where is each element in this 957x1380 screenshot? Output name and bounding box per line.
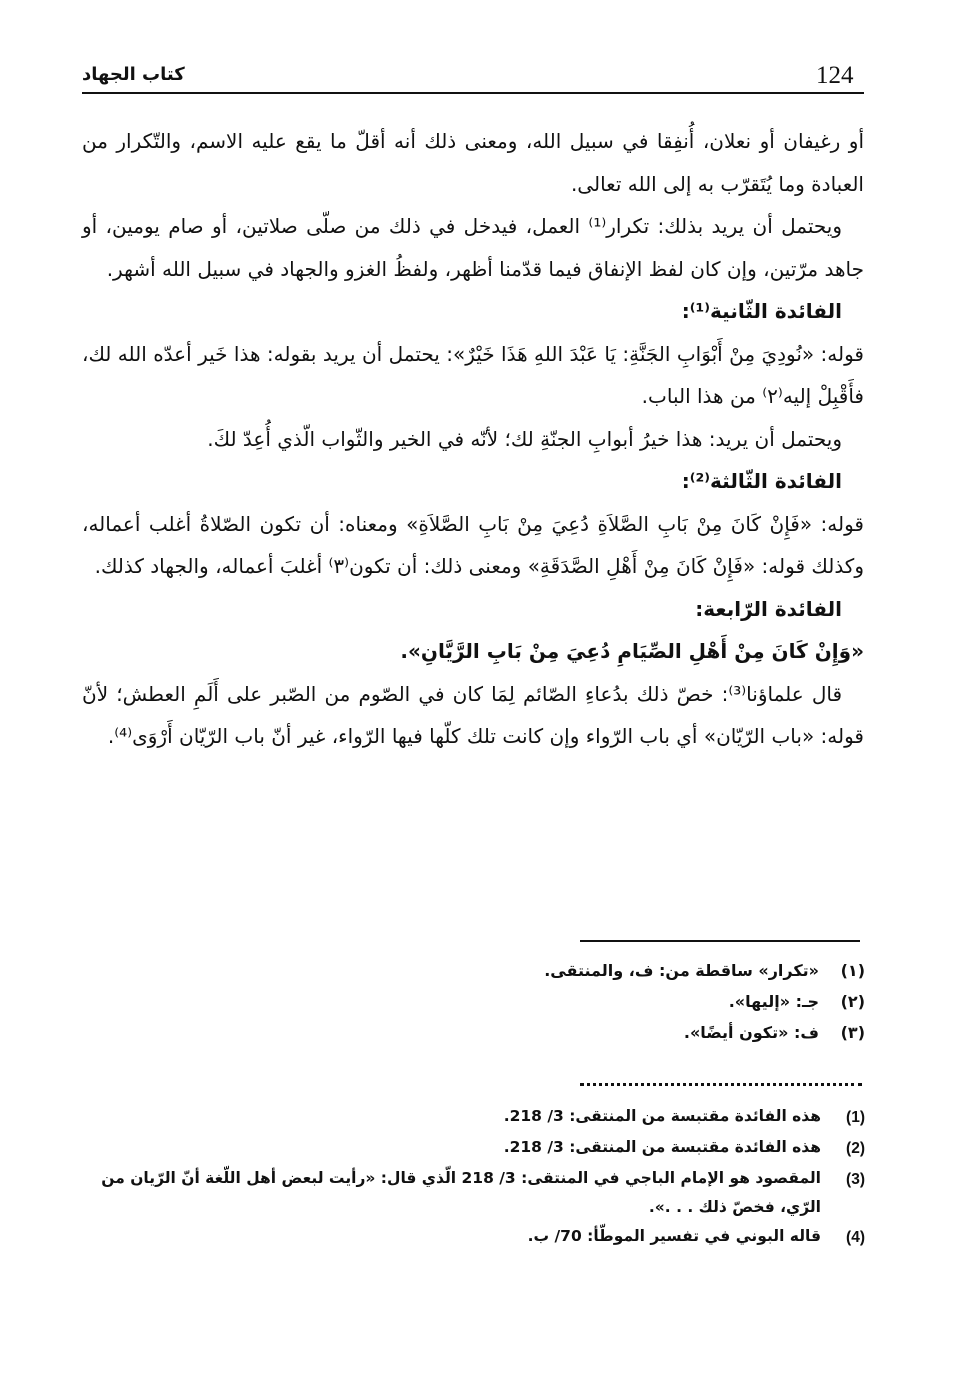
paragraph: ويحتمل أن يريد بذلك: تكرار⁽¹⁾ العمل، فيدخل في ذلك من صلّى صلاتين، أو صام يومين، أو جاهد مرّتين، وإن كان لفظ الإنفاق فيما قدّمنا أظهر، ولفظُ الغزو والجهاد في سبيل الله أشهر. (82, 214, 864, 281)
paragraph: قوله: «فَإِنْ كَانَ مِنْ بَابِ الصَّلاَةِ دُعِيَ مِنْ بَابِ الصَّلاَةِ» ومعناه: أن تكون الصّلاةُ أغلب أعماله، وكذلك قوله: «فَإِنْ كَانَ مِنْ أَهْلِ الصَّدَقَةِ» ومعنى ذلك: أن تكون⁽٣⁾ أغلبَ أعماله، والجهاد كذلك. (82, 511, 864, 578)
footnote-text: «تكرار» ساقطة من: ف، والمنتقى. (544, 961, 819, 980)
section-heading: الفائدة الثّانية⁽¹⁾: (681, 299, 842, 323)
footnote-separator (580, 940, 860, 942)
running-title: كتاب الجهاد (82, 64, 185, 85)
footnote-number: (2) (846, 1140, 865, 1157)
footnote-text: المقصود هو الإمام الباجي في المنتقى: 3/ 218 الّذي قال: «رأيت لبعض أهل اللّغة أنّ الرّيان من الرّي، فخصّ ذلك . . .». (101, 1169, 821, 1216)
paragraph: قال علماؤنا⁽³⁾: خصّ ذلك بدُعاءِ الصّائم لِمَا كان في الصّوم من الصّبر على أَلَمِ العطش؛ لأنّ قوله: «باب الرّيّان» أي باب الرّواء وإن كانت تلك كلّها فيها الرّواء، غير أنّ باب الرّيّان أَرْوَى⁽⁴⁾. (82, 681, 864, 748)
manuscript-variant-notes (480, 955, 865, 1048)
footnote-text: هذه الفائدة مقتبسة من المنتقى: 3/ 218. (503, 1107, 821, 1125)
footnote-text: ف: «تكون أيضًا». (683, 1023, 819, 1042)
hadith-quote: «وَإِنْ كَانَ مِنْ أَهْلِ الصِّيَامِ دُعِيَ مِنْ بَابِ الرَّيَّانِ». (400, 639, 864, 663)
footnote-number: (3) (846, 1171, 865, 1188)
continuation-paragraph: أو رغيفان أو نعلان، أُنفِقا في سبيل الله، ومعنى ذلك أنه أقلّ ما يقع عليه الاسم، والتّكرار من العبادة وما يُتَقرّب به إلى الله تعالى. (82, 129, 864, 196)
footnote-text: قاله البوني في تفسير الموطّأ: 70/ ب. (527, 1227, 821, 1245)
footnote (480, 955, 865, 986)
footnote (480, 986, 865, 1017)
footnote-number: (٣) (840, 1023, 865, 1042)
footnote-number: (١) (840, 961, 865, 980)
page-number: 124 (816, 62, 854, 89)
footnote (82, 1102, 865, 1133)
page-header (82, 58, 864, 94)
editor-notes (82, 1102, 865, 1253)
footnote (82, 1222, 865, 1253)
dotted-separator (580, 1083, 862, 1086)
footnote (82, 1164, 865, 1222)
section-heading: الفائدة الثّالثة⁽²⁾: (681, 469, 842, 493)
footnote-number: (٢) (840, 992, 865, 1011)
footnote-text: جـ: «إليها». (728, 992, 819, 1011)
footnote-number: (4) (846, 1229, 865, 1246)
main-text (82, 120, 864, 758)
paragraph: ويحتمل أن يريد: هذا خيرُ أبوابِ الجنّةِ لك؛ لأنّه في الخير والثّواب الّذي أُعِدّ لكَ. (207, 426, 842, 451)
paragraph: قوله: «نُودِيَ مِنْ أَبْوَابِ الجَنَّةِ: يَا عَبْدَ اللهِ هَذَا خَيْرٌ»: يحتمل أن يريد بقوله: هذا خَير أعدّه الله لك، فأَقْبِلْ إليه⁽٢⁾ من هذا الباب. (82, 341, 864, 408)
section-heading: الفائدة الرّابعة: (695, 596, 842, 621)
footnote-text: هذه الفائدة مقتبسة من المنتقى: 3/ 218. (503, 1138, 821, 1156)
footnote-number: (1) (846, 1109, 865, 1126)
footnote (480, 1017, 865, 1048)
footnote (82, 1133, 865, 1164)
